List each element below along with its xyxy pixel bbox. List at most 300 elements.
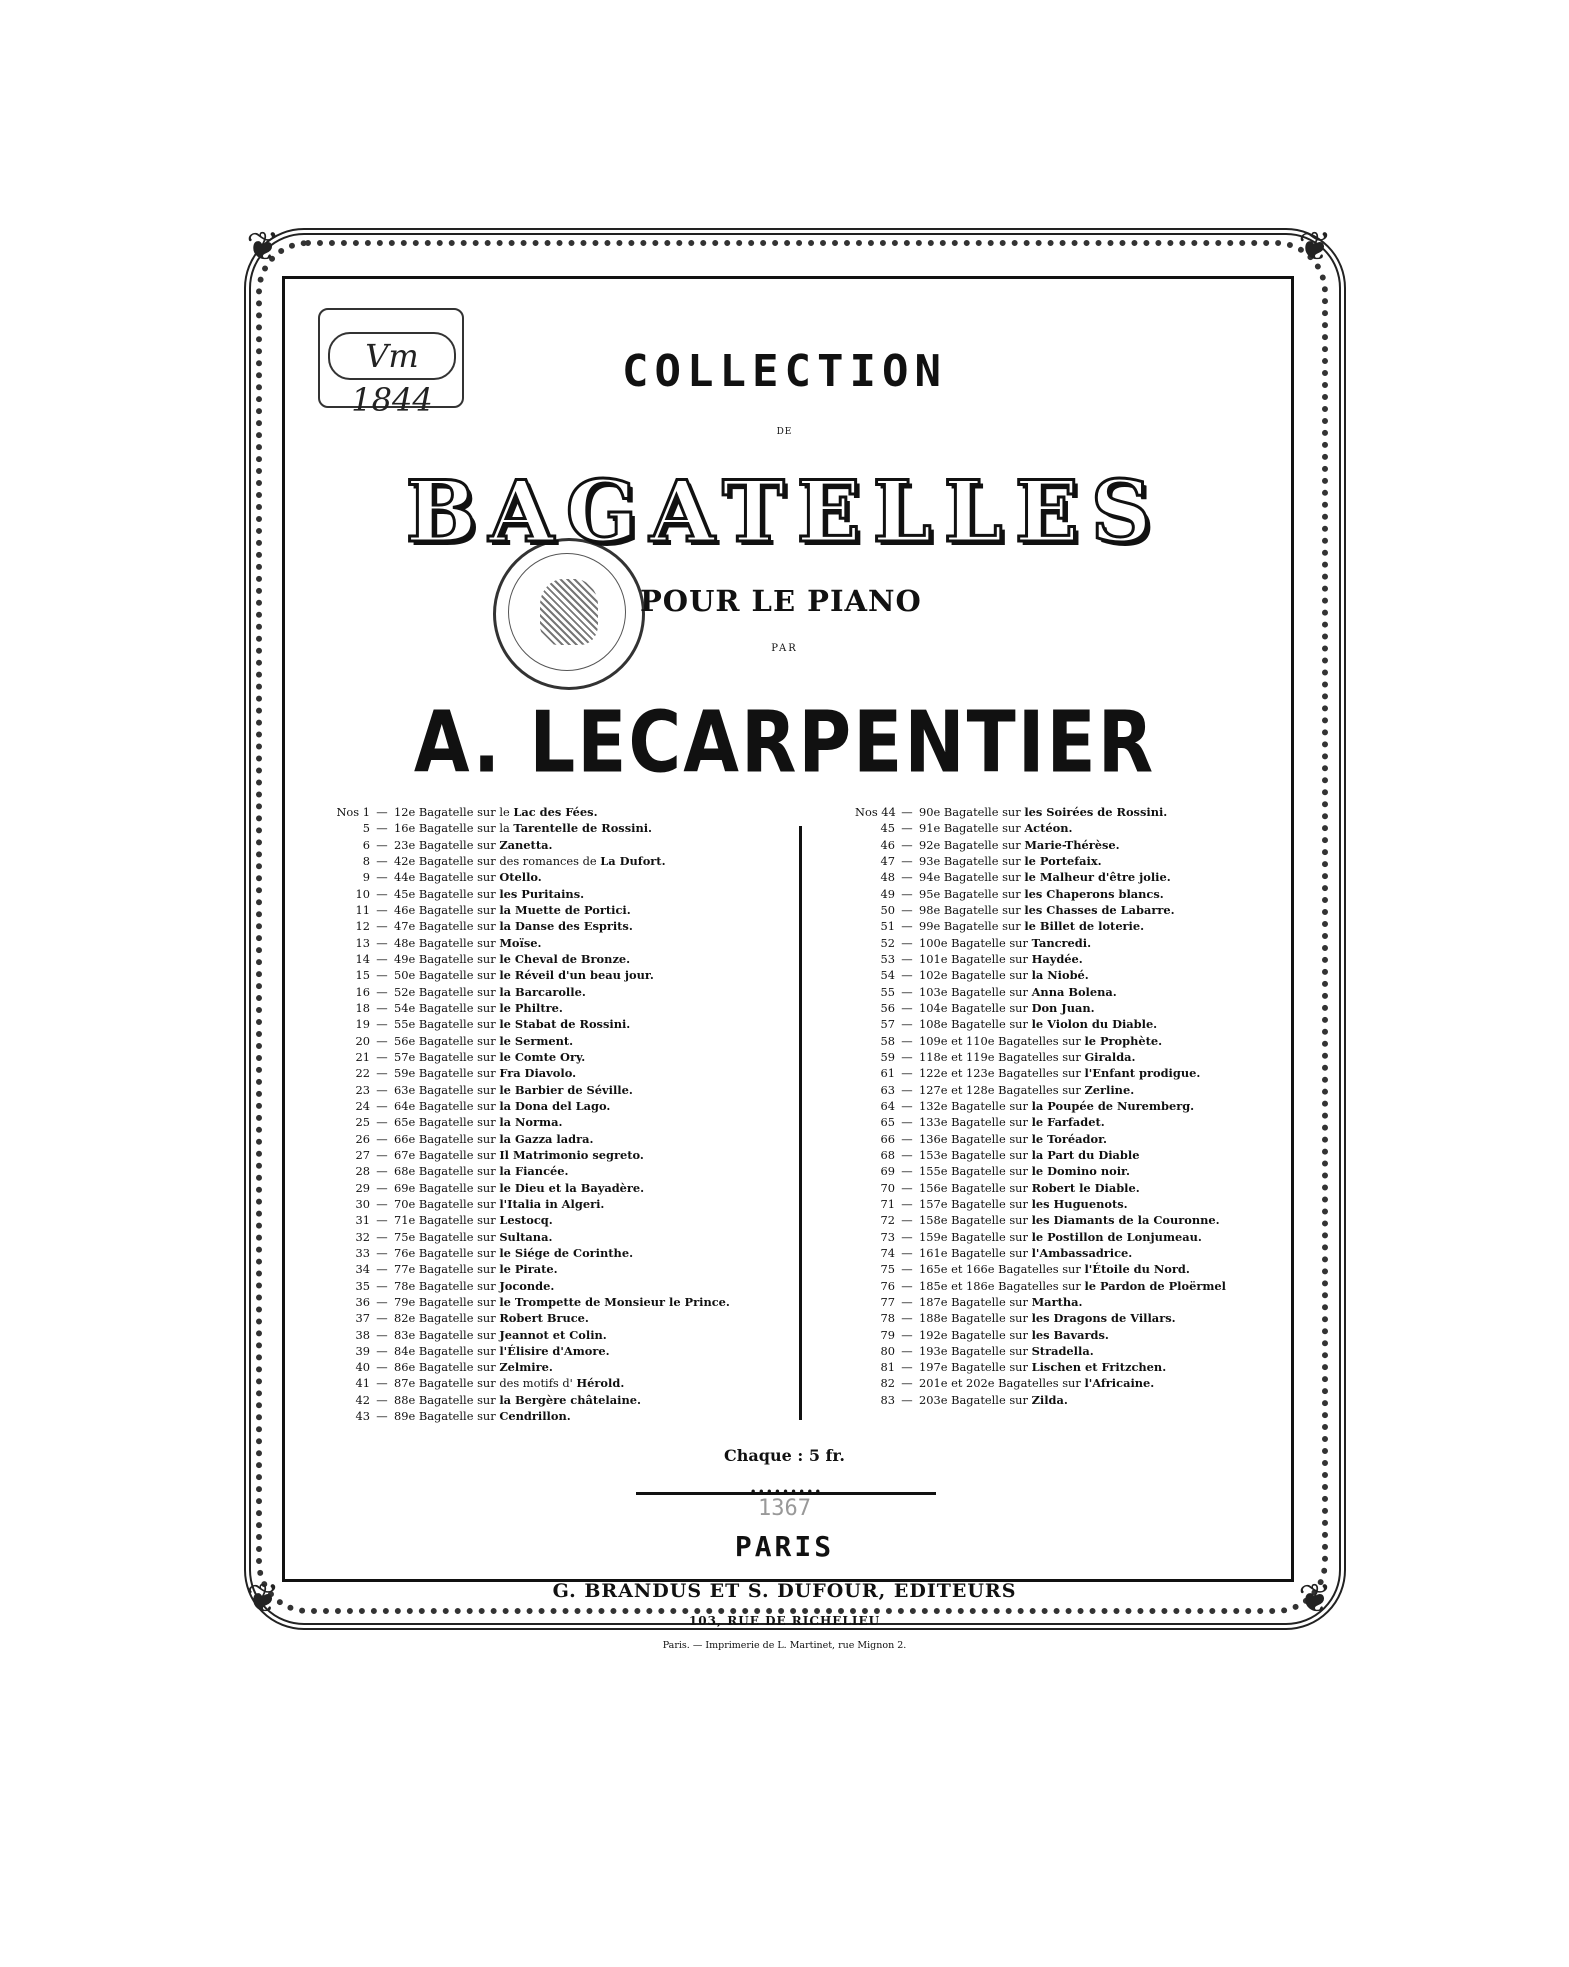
list-item bbox=[855, 1375, 1285, 1391]
work-title: Hérold. bbox=[576, 1376, 625, 1391]
work-description: 100e Bagatelle sur bbox=[919, 935, 1028, 950]
work-description: 52e Bagatelle sur bbox=[394, 984, 496, 999]
list-item bbox=[855, 1098, 1285, 1114]
work-number: 6 bbox=[362, 837, 370, 852]
list-item bbox=[330, 1392, 800, 1408]
work-description: 159e Bagatelle sur bbox=[919, 1229, 1028, 1244]
work-description: 82e Bagatelle sur bbox=[394, 1311, 496, 1326]
work-number: 72 bbox=[880, 1213, 895, 1228]
dash-separator: — bbox=[901, 1000, 913, 1015]
work-description: 161e Bagatelle sur bbox=[919, 1245, 1028, 1260]
work-description: 86e Bagatelle sur bbox=[394, 1360, 496, 1375]
dash-separator: — bbox=[376, 805, 388, 819]
work-number: 48 bbox=[880, 870, 895, 885]
dash-separator: — bbox=[376, 1033, 388, 1048]
work-description: 155e Bagatelle sur bbox=[919, 1164, 1028, 1179]
work-number: 42 bbox=[355, 1392, 370, 1407]
dash-separator: — bbox=[376, 1360, 388, 1375]
title-de: DE bbox=[776, 427, 793, 437]
work-number: 10 bbox=[355, 886, 370, 901]
work-title: Fra Diavolo. bbox=[499, 1066, 577, 1081]
list-item bbox=[330, 820, 800, 836]
work-title: Joconde. bbox=[499, 1278, 555, 1293]
work-title: Tarentelle de Rossini. bbox=[513, 821, 653, 836]
work-number: 64 bbox=[880, 1098, 895, 1113]
dash-separator: — bbox=[901, 1327, 913, 1342]
work-number: 33 bbox=[355, 1245, 370, 1260]
work-title: la Bergère châtelaine. bbox=[499, 1392, 641, 1407]
list-item bbox=[855, 886, 1285, 902]
dash-separator: — bbox=[376, 1147, 388, 1162]
work-description: 63e Bagatelle sur bbox=[394, 1082, 496, 1097]
work-title: le Pirate. bbox=[499, 1262, 558, 1277]
work-title: l'Étoile du Nord. bbox=[1084, 1262, 1190, 1277]
work-number: 65 bbox=[880, 1115, 895, 1130]
dash-separator: — bbox=[901, 1294, 913, 1309]
list-item bbox=[855, 984, 1285, 1000]
list-item bbox=[330, 1375, 800, 1391]
work-number: 13 bbox=[355, 935, 370, 950]
dash-separator: — bbox=[376, 1245, 388, 1260]
list-item bbox=[855, 1147, 1285, 1163]
work-description: 55e Bagatelle sur bbox=[394, 1017, 496, 1032]
work-title: l'Enfant prodigue. bbox=[1084, 1066, 1201, 1081]
work-description: 192e Bagatelle sur bbox=[919, 1327, 1028, 1342]
list-item bbox=[855, 1212, 1285, 1228]
work-description: 16e Bagatelle sur la bbox=[394, 821, 510, 836]
list-item bbox=[330, 1343, 800, 1359]
work-number: 46 bbox=[880, 837, 895, 852]
dash-separator: — bbox=[376, 1213, 388, 1228]
work-number: 58 bbox=[880, 1033, 895, 1048]
list-item bbox=[855, 1016, 1285, 1032]
work-title: la Muette de Portici. bbox=[499, 902, 631, 917]
work-title: la Niobé. bbox=[1031, 968, 1089, 983]
work-number: 41 bbox=[355, 1376, 370, 1391]
dash-separator: — bbox=[901, 919, 913, 934]
dash-separator: — bbox=[901, 1017, 913, 1032]
work-description: 76e Bagatelle sur bbox=[394, 1245, 496, 1260]
list-item bbox=[855, 1229, 1285, 1245]
work-description: 122e et 123e Bagatelles sur bbox=[919, 1066, 1081, 1081]
list-item bbox=[330, 1098, 800, 1114]
dash-separator: — bbox=[901, 1115, 913, 1130]
work-number: 37 bbox=[355, 1311, 370, 1326]
work-number: 9 bbox=[362, 870, 370, 885]
work-number: 51 bbox=[880, 919, 895, 934]
list-item bbox=[855, 869, 1285, 885]
list-item bbox=[330, 853, 800, 869]
work-title: le Prophète. bbox=[1084, 1033, 1163, 1048]
work-description: 65e Bagatelle sur bbox=[394, 1115, 496, 1130]
dash-separator: — bbox=[376, 853, 388, 868]
work-title: les Huguenots. bbox=[1031, 1196, 1128, 1211]
work-number: 28 bbox=[355, 1164, 370, 1179]
work-number: Nos 44 bbox=[855, 805, 896, 819]
work-title: La Dufort. bbox=[600, 853, 666, 868]
ornamental-rule-beads-icon: ••••••••• bbox=[749, 1485, 823, 1499]
list-item bbox=[855, 1196, 1285, 1212]
printer-line: Paris. — Imprimerie de L. Martinet, rue Mignon 2. bbox=[662, 1640, 907, 1651]
title-collection: COLLECTION bbox=[622, 346, 947, 397]
work-number: 47 bbox=[880, 853, 895, 868]
work-number: 55 bbox=[880, 984, 895, 999]
work-title: les Diamants de la Couronne. bbox=[1031, 1213, 1220, 1228]
work-description: 94e Bagatelle sur bbox=[919, 870, 1021, 885]
dash-separator: — bbox=[901, 935, 913, 950]
work-description: 90e Bagatelle sur bbox=[919, 805, 1021, 819]
work-description: 68e Bagatelle sur bbox=[394, 1164, 496, 1179]
dash-separator: — bbox=[901, 1262, 913, 1277]
list-item bbox=[855, 1310, 1285, 1326]
work-number: 26 bbox=[355, 1131, 370, 1146]
work-description: 79e Bagatelle sur bbox=[394, 1294, 496, 1309]
work-number: 78 bbox=[880, 1311, 895, 1326]
work-description: 45e Bagatelle sur bbox=[394, 886, 496, 901]
work-title: le Cheval de Bronze. bbox=[499, 951, 631, 966]
work-number: 54 bbox=[880, 968, 895, 983]
work-number: 73 bbox=[880, 1229, 895, 1244]
list-item bbox=[330, 804, 800, 820]
list-item bbox=[330, 1147, 800, 1163]
work-number: 32 bbox=[355, 1229, 370, 1244]
dash-separator: — bbox=[901, 968, 913, 983]
list-item bbox=[855, 1000, 1285, 1016]
dash-separator: — bbox=[901, 984, 913, 999]
dash-separator: — bbox=[376, 1229, 388, 1244]
work-description: 57e Bagatelle sur bbox=[394, 1049, 496, 1064]
work-number: 20 bbox=[355, 1033, 370, 1048]
work-title: le Trompette de Monsieur le Prince. bbox=[499, 1294, 730, 1309]
work-number: Nos 1 bbox=[336, 805, 370, 819]
work-description: 42e Bagatelle sur des romances de bbox=[394, 853, 597, 868]
work-number: 82 bbox=[880, 1376, 895, 1391]
dash-separator: — bbox=[376, 1311, 388, 1326]
work-description: 70e Bagatelle sur bbox=[394, 1196, 496, 1211]
dash-separator: — bbox=[901, 1131, 913, 1146]
work-title: Don Juan. bbox=[1031, 1000, 1095, 1015]
dash-separator: — bbox=[376, 1376, 388, 1391]
work-number: 12 bbox=[355, 919, 370, 934]
subtitle-pour-le-piano: POUR LE PIANO bbox=[640, 584, 922, 618]
work-title: Zerline. bbox=[1084, 1082, 1135, 1097]
work-number: 45 bbox=[880, 821, 895, 836]
list-item bbox=[855, 1049, 1285, 1065]
list-item bbox=[330, 1114, 800, 1130]
work-title: Lestocq. bbox=[499, 1213, 553, 1228]
list-item bbox=[855, 1278, 1285, 1294]
work-description: 48e Bagatelle sur bbox=[394, 935, 496, 950]
work-title: Actéon. bbox=[1024, 821, 1073, 836]
list-item bbox=[330, 1229, 800, 1245]
publisher-address: 103, RUE DE RICHELIEU bbox=[688, 1614, 881, 1628]
dash-separator: — bbox=[376, 1131, 388, 1146]
work-title: le Toréador. bbox=[1031, 1131, 1107, 1146]
work-number: 31 bbox=[355, 1213, 370, 1228]
work-number: 53 bbox=[880, 951, 895, 966]
work-description: 197e Bagatelle sur bbox=[919, 1360, 1028, 1375]
work-number: 30 bbox=[355, 1196, 370, 1211]
list-item bbox=[855, 1343, 1285, 1359]
dash-separator: — bbox=[901, 1278, 913, 1293]
dash-separator: — bbox=[901, 837, 913, 852]
work-title: Robert Bruce. bbox=[499, 1311, 589, 1326]
work-title: Anna Bolena. bbox=[1031, 984, 1117, 999]
work-number: 49 bbox=[880, 886, 895, 901]
list-item bbox=[330, 918, 800, 934]
work-description: 75e Bagatelle sur bbox=[394, 1229, 496, 1244]
work-title: le Serment. bbox=[499, 1033, 574, 1048]
work-title: la Barcarolle. bbox=[499, 984, 586, 999]
work-number: 22 bbox=[355, 1066, 370, 1081]
work-description: 153e Bagatelle sur bbox=[919, 1147, 1028, 1162]
list-item bbox=[330, 1212, 800, 1228]
list-item bbox=[330, 1180, 800, 1196]
work-description: 165e et 166e Bagatelles sur bbox=[919, 1262, 1081, 1277]
list-item bbox=[330, 1327, 800, 1343]
work-number: 18 bbox=[355, 1000, 370, 1015]
work-title: le Farfadet. bbox=[1031, 1115, 1105, 1130]
work-title: l'Ambassadrice. bbox=[1031, 1245, 1133, 1260]
work-title: le Philtre. bbox=[499, 1000, 563, 1015]
work-number: 83 bbox=[880, 1392, 895, 1407]
work-description: 103e Bagatelle sur bbox=[919, 984, 1028, 999]
work-number: 38 bbox=[355, 1327, 370, 1342]
dash-separator: — bbox=[901, 1066, 913, 1081]
work-number: 21 bbox=[355, 1049, 370, 1064]
work-number: 36 bbox=[355, 1294, 370, 1309]
work-title: les Chasses de Labarre. bbox=[1024, 902, 1175, 917]
dash-separator: — bbox=[901, 1164, 913, 1179]
work-title: Haydée. bbox=[1031, 951, 1083, 966]
work-title: le Violon du Diable. bbox=[1031, 1017, 1158, 1032]
title-bagatelles: BAGATELLES bbox=[405, 462, 1164, 561]
work-title: le Comte Ory. bbox=[499, 1049, 586, 1064]
work-number: 43 bbox=[355, 1409, 370, 1424]
work-number: 50 bbox=[880, 902, 895, 917]
list-item bbox=[330, 1310, 800, 1326]
dash-separator: — bbox=[376, 1066, 388, 1081]
work-description: 108e Bagatelle sur bbox=[919, 1017, 1028, 1032]
dash-separator: — bbox=[376, 902, 388, 917]
list-item bbox=[330, 1033, 800, 1049]
work-number: 14 bbox=[355, 951, 370, 966]
work-title: Cendrillon. bbox=[499, 1409, 571, 1424]
dash-separator: — bbox=[901, 1213, 913, 1228]
shelfmark-number: Vm 1844 bbox=[351, 337, 433, 419]
work-number: 25 bbox=[355, 1115, 370, 1130]
work-description: 118e et 119e Bagatelles sur bbox=[919, 1049, 1081, 1064]
dash-separator: — bbox=[376, 1278, 388, 1293]
work-description: 99e Bagatelle sur bbox=[919, 919, 1021, 934]
list-item bbox=[855, 935, 1285, 951]
work-title: l'Africaine. bbox=[1084, 1376, 1155, 1391]
dash-separator: — bbox=[376, 886, 388, 901]
work-title: Marie-Thérèse. bbox=[1024, 837, 1120, 852]
dash-separator: — bbox=[901, 1376, 913, 1391]
list-item bbox=[330, 984, 800, 1000]
work-number: 74 bbox=[880, 1245, 895, 1260]
dash-separator: — bbox=[376, 1098, 388, 1113]
list-item bbox=[330, 935, 800, 951]
dash-separator: — bbox=[901, 1180, 913, 1195]
work-title: Zilda. bbox=[1031, 1392, 1068, 1407]
composer-name: A. LECARPENTIER bbox=[413, 692, 1156, 792]
list-item bbox=[855, 1033, 1285, 1049]
work-description: 83e Bagatelle sur bbox=[394, 1327, 496, 1342]
work-number: 77 bbox=[880, 1294, 895, 1309]
list-item bbox=[855, 1082, 1285, 1098]
list-item bbox=[330, 1294, 800, 1310]
work-description: 54e Bagatelle sur bbox=[394, 1000, 496, 1015]
work-title: le Pardon de Ploërmel bbox=[1084, 1278, 1226, 1293]
work-description: 156e Bagatelle sur bbox=[919, 1180, 1028, 1195]
work-description: 91e Bagatelle sur bbox=[919, 821, 1021, 836]
work-description: 133e Bagatelle sur bbox=[919, 1115, 1028, 1130]
work-description: 67e Bagatelle sur bbox=[394, 1147, 496, 1162]
work-description: 78e Bagatelle sur bbox=[394, 1278, 496, 1293]
work-description: 47e Bagatelle sur bbox=[394, 919, 496, 934]
work-title: le Malheur d'être jolie. bbox=[1024, 870, 1171, 885]
dash-separator: — bbox=[376, 837, 388, 852]
column-divider bbox=[799, 826, 802, 1420]
work-description: 50e Bagatelle sur bbox=[394, 968, 496, 983]
work-description: 102e Bagatelle sur bbox=[919, 968, 1028, 983]
list-item bbox=[330, 1016, 800, 1032]
corner-ornament-icon: ❦ bbox=[246, 224, 280, 270]
list-item bbox=[330, 951, 800, 967]
work-description: 66e Bagatelle sur bbox=[394, 1131, 496, 1146]
work-description: 84e Bagatelle sur bbox=[394, 1343, 496, 1358]
corner-ornament-icon: ❦ bbox=[246, 1576, 280, 1622]
publisher-name: G. BRANDUS ET S. DUFOUR, ÉDITEURS bbox=[552, 1580, 1017, 1602]
work-description: 71e Bagatelle sur bbox=[394, 1213, 496, 1228]
list-item bbox=[855, 918, 1285, 934]
list-item bbox=[330, 1408, 800, 1424]
list-item bbox=[855, 853, 1285, 869]
work-title: Zanetta. bbox=[499, 837, 553, 852]
work-description: 193e Bagatelle sur bbox=[919, 1343, 1028, 1358]
work-number: 61 bbox=[880, 1066, 895, 1081]
list-item bbox=[330, 1245, 800, 1261]
work-title: le Stabat de Rossini. bbox=[499, 1017, 631, 1032]
list-item bbox=[855, 1065, 1285, 1081]
work-title: la Poupée de Nuremberg. bbox=[1031, 1098, 1195, 1113]
work-title: Lischen et Fritzchen. bbox=[1031, 1360, 1167, 1375]
work-title: Moïse. bbox=[499, 935, 542, 950]
work-number: 63 bbox=[880, 1082, 895, 1097]
work-description: 77e Bagatelle sur bbox=[394, 1262, 496, 1277]
work-number: 66 bbox=[880, 1131, 895, 1146]
work-title: Stradella. bbox=[1031, 1343, 1094, 1358]
list-item bbox=[855, 951, 1285, 967]
work-number: 24 bbox=[355, 1098, 370, 1113]
dash-separator: — bbox=[901, 1098, 913, 1113]
work-title: Giralda. bbox=[1084, 1049, 1136, 1064]
work-number: 16 bbox=[355, 984, 370, 999]
list-item bbox=[855, 902, 1285, 918]
library-stamp-emblem bbox=[540, 579, 598, 645]
work-description: 157e Bagatelle sur bbox=[919, 1196, 1028, 1211]
work-title: Lac des Fées. bbox=[513, 805, 598, 819]
work-number: 57 bbox=[880, 1017, 895, 1032]
work-number: 8 bbox=[362, 853, 370, 868]
work-description: 64e Bagatelle sur bbox=[394, 1098, 496, 1113]
dash-separator: — bbox=[376, 870, 388, 885]
work-title: Martha. bbox=[1031, 1294, 1083, 1309]
dash-separator: — bbox=[901, 1245, 913, 1260]
dash-separator: — bbox=[901, 805, 913, 819]
dash-separator: — bbox=[376, 968, 388, 983]
dash-separator: — bbox=[376, 1327, 388, 1342]
corner-ornament-icon: ❦ bbox=[1298, 224, 1332, 270]
work-number: 29 bbox=[355, 1180, 370, 1195]
work-number: 70 bbox=[880, 1180, 895, 1195]
work-description: 203e Bagatelle sur bbox=[919, 1392, 1028, 1407]
dash-separator: — bbox=[376, 919, 388, 934]
work-number: 69 bbox=[880, 1164, 895, 1179]
list-item bbox=[330, 1196, 800, 1212]
dash-separator: — bbox=[376, 1115, 388, 1130]
dash-separator: — bbox=[376, 1180, 388, 1195]
work-description: 59e Bagatelle sur bbox=[394, 1066, 496, 1081]
work-number: 80 bbox=[880, 1343, 895, 1358]
dash-separator: — bbox=[376, 821, 388, 836]
work-description: 109e et 110e Bagatelles sur bbox=[919, 1033, 1081, 1048]
work-description: 188e Bagatelle sur bbox=[919, 1311, 1028, 1326]
corner-ornament-icon: ❦ bbox=[1298, 1576, 1332, 1622]
dash-separator: — bbox=[901, 1147, 913, 1162]
work-description: 98e Bagatelle sur bbox=[919, 902, 1021, 917]
dash-separator: — bbox=[901, 1049, 913, 1064]
dash-separator: — bbox=[901, 1229, 913, 1244]
work-description: 132e Bagatelle sur bbox=[919, 1098, 1028, 1113]
work-description: 127e et 128e Bagatelles sur bbox=[919, 1082, 1081, 1097]
work-title: les Chaperons blancs. bbox=[1024, 886, 1164, 901]
title-par: PAR bbox=[771, 643, 798, 654]
work-title: le Postillon de Lonjumeau. bbox=[1031, 1229, 1202, 1244]
work-description: 46e Bagatelle sur bbox=[394, 902, 496, 917]
list-item bbox=[855, 1327, 1285, 1343]
work-title: Il Matrimonio segreto. bbox=[499, 1147, 644, 1162]
dash-separator: — bbox=[901, 1360, 913, 1375]
work-title: Robert le Diable. bbox=[1031, 1180, 1140, 1195]
work-title: Zelmire. bbox=[499, 1360, 553, 1375]
dash-separator: — bbox=[901, 1392, 913, 1407]
dash-separator: — bbox=[901, 1082, 913, 1097]
work-title: la Dona del Lago. bbox=[499, 1098, 611, 1113]
list-item bbox=[855, 1392, 1285, 1408]
list-item bbox=[855, 1163, 1285, 1179]
work-number: 79 bbox=[880, 1327, 895, 1342]
list-item bbox=[855, 837, 1285, 853]
list-item bbox=[330, 967, 800, 983]
list-item bbox=[330, 886, 800, 902]
dash-separator: — bbox=[376, 984, 388, 999]
dash-separator: — bbox=[376, 1049, 388, 1064]
work-title: le Billet de loterie. bbox=[1024, 919, 1145, 934]
work-number: 59 bbox=[880, 1049, 895, 1064]
work-title: Tancredi. bbox=[1031, 935, 1092, 950]
dash-separator: — bbox=[901, 870, 913, 885]
dash-separator: — bbox=[901, 1196, 913, 1211]
work-description: 12e Bagatelle sur le bbox=[394, 805, 510, 819]
work-title: Otello. bbox=[499, 870, 542, 885]
list-item bbox=[330, 1163, 800, 1179]
price-text: Chaque : 5 fr. bbox=[724, 1446, 845, 1465]
dash-separator: — bbox=[376, 1343, 388, 1358]
work-title: le Barbier de Séville. bbox=[499, 1082, 633, 1097]
